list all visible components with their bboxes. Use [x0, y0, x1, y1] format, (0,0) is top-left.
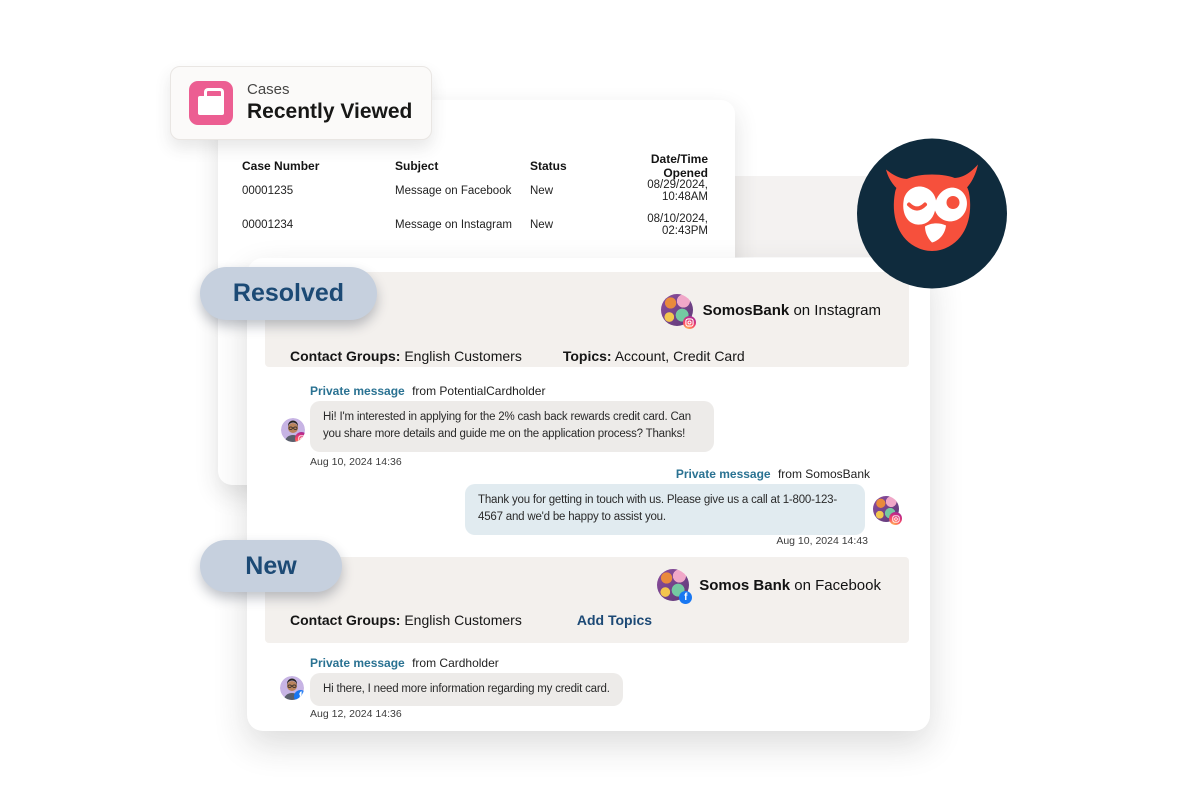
- page-title: Recently Viewed: [247, 100, 413, 124]
- private-message-label: Private message: [310, 656, 405, 670]
- instagram-icon: [889, 512, 902, 525]
- network-label: on Facebook: [794, 576, 881, 594]
- facebook-icon: f: [294, 690, 304, 700]
- message-sender: from Cardholder: [412, 656, 499, 670]
- account-handle: Somos Bank: [699, 576, 791, 594]
- cell-status: New: [530, 219, 554, 231]
- network-label: on Instagram: [793, 301, 881, 319]
- contact-groups-value: English Customers: [404, 612, 522, 628]
- table-row[interactable]: [242, 174, 708, 208]
- column-header-subject: Subject: [395, 159, 439, 173]
- contact-groups-label: Contact Groups:: [290, 348, 401, 364]
- facebook-icon: f: [679, 591, 692, 604]
- message-sender: from PotentialCardholder: [412, 384, 546, 398]
- message-timestamp: Aug 10, 2024 14:43: [776, 535, 868, 547]
- topics-value: Account, Credit Card: [614, 348, 745, 364]
- customer-avatar: [281, 418, 305, 442]
- message-timestamp: Aug 10, 2024 14:36: [310, 456, 402, 468]
- hootsuite-logo: [857, 137, 1007, 290]
- account-name: [703, 302, 881, 319]
- account-handle: SomosBank: [702, 301, 790, 319]
- recently-viewed-text: [247, 81, 412, 124]
- account-row: [657, 569, 881, 601]
- cell-case-number[interactable]: 00001235: [242, 185, 294, 197]
- conversation-meta: [290, 612, 652, 628]
- conversation-header-facebook: [265, 557, 909, 643]
- outbound-message-row: [465, 484, 899, 535]
- instagram-icon: [295, 432, 305, 442]
- message-bubble[interactable]: Hi there, I need more information regarding my credit card.: [310, 673, 623, 706]
- account-row: [661, 294, 881, 326]
- private-message-label: Private message: [310, 384, 405, 398]
- cell-subject[interactable]: Message on Instagram: [395, 219, 512, 231]
- add-topics-link[interactable]: Add Topics: [576, 612, 653, 628]
- owl-icon: [857, 137, 1007, 290]
- avatar: [657, 569, 689, 601]
- table-row[interactable]: [242, 208, 708, 242]
- contact-groups-label: Contact Groups:: [290, 612, 401, 628]
- message-label: [310, 384, 545, 398]
- avatar: [661, 294, 693, 326]
- instagram-icon: [683, 316, 696, 329]
- cell-case-number[interactable]: 00001234: [242, 219, 294, 231]
- conversation-meta: [290, 348, 745, 364]
- table-header-row: [242, 152, 708, 180]
- topics-label: Topics:: [562, 348, 612, 364]
- cell-subject[interactable]: Message on Facebook: [395, 185, 512, 197]
- message-bubble[interactable]: Hi! I'm interested in applying for the 2% cash back rewards credit card. Can you share more details and guide me on the application process? Thanks!: [310, 401, 714, 452]
- message-label: [676, 467, 870, 481]
- cell-status: New: [530, 185, 554, 197]
- message-bubble[interactable]: Thank you for getting in touch with us. Please give us a call at 1-800-123-4567 and we'd be happy to assist you.: [465, 484, 865, 535]
- avatar: [873, 496, 899, 522]
- cell-opened: 08/29/2024, 10:48AM: [647, 179, 708, 203]
- account-name: [699, 577, 881, 594]
- contact-groups-value: English Customers: [404, 348, 522, 364]
- briefcase-icon: [189, 81, 233, 125]
- recently-viewed-card: [170, 66, 432, 140]
- conversation-panel: [247, 258, 930, 731]
- column-header-opened: Date/Time Opened: [650, 152, 708, 180]
- customer-avatar: [280, 676, 304, 700]
- cases-table: [242, 152, 708, 242]
- column-header-case-number: Case Number: [242, 159, 320, 173]
- message-timestamp: Aug 12, 2024 14:36: [310, 708, 402, 720]
- cases-eyebrow: Cases: [247, 81, 290, 99]
- status-badge-resolved: Resolved: [200, 267, 377, 320]
- private-message-label: Private message: [675, 467, 771, 481]
- cell-opened: 08/10/2024, 02:43PM: [647, 213, 708, 237]
- status-badge-new: New: [200, 540, 342, 592]
- column-header-status: Status: [530, 159, 567, 173]
- message-sender: from SomosBank: [777, 467, 870, 481]
- message-label: [310, 656, 499, 670]
